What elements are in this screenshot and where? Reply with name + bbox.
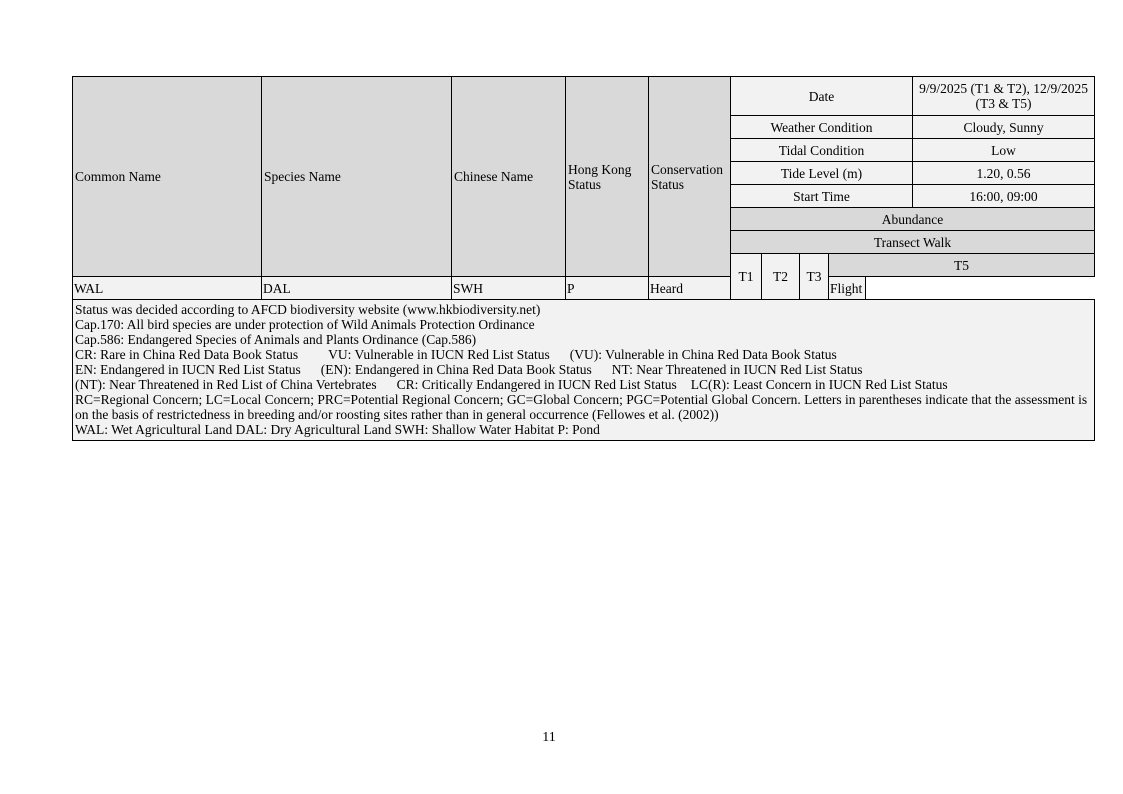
note-line [75,377,1092,392]
date-value: 9/9/2025 (T1 & T2), 12/9/2025 (T3 & T5) [913,77,1095,116]
transect-walk-header: Transect Walk [731,231,1095,254]
note-item: CR: Rare in China Red Data Book Status [75,347,299,362]
note-item: LC(R): Least Concern in IUCN Red List Status [690,377,948,392]
note-item: CR: Critically Endangered in IUCN Red List Status [396,377,677,392]
t5-heard-header: Heard [649,277,731,300]
note-line [75,362,1092,377]
t5-dal-header: DAL [262,277,452,300]
note-item: (VU): Vulnerable in China Red Data Book Status [569,347,837,362]
header-chinese-name: Chinese Name [452,77,566,277]
survey-sheet [72,76,1094,441]
note-line: RC=Regional Concern; LC=Local Concern; PRC=Potential Regional Concern; GC=Global Concern; PGC=Potential Global Concern. Letters in parentheses indicate that the assessment is on the basis of restrictedness in breeding and/or roosting sites rather than in general occurrence (Fellowes et al. (2002)) [75,392,1088,422]
bird-survey-table [72,76,1095,441]
note-item: (NT): Near Threatened in Red List of China Vertebrates [75,377,377,392]
note-item: (EN): Endangered in China Red Data Book Status [320,362,592,377]
abundance-header: Abundance [731,208,1095,231]
header-common-name: Common Name [73,77,262,277]
t5-flight-header: Flight [829,277,866,300]
note-item: VU: Vulnerable in IUCN Red List Status [328,347,550,362]
transect-t3-header: T3 [800,254,829,300]
start-time-value: 16:00, 09:00 [913,185,1095,208]
t5-swh-header: SWH [452,277,566,300]
note-item: EN: Endangered in IUCN Red List Status [75,362,301,377]
weather-value: Cloudy, Sunny [913,116,1095,139]
weather-label: Weather Condition [731,116,913,139]
note-line: WAL: Wet Agricultural Land DAL: Dry Agricultural Land SWH: Shallow Water Habitat P: Pond [75,422,600,437]
tidal-label: Tidal Condition [731,139,913,162]
tide-level-label: Tide Level (m) [731,162,913,185]
note-line: Cap.586: Endangered Species of Animals and Plants Ordinance (Cap.586) [75,332,477,347]
transect-t1-header: T1 [731,254,762,300]
page-number: 11 [542,730,556,745]
note-item: NT: Near Threatened in IUCN Red List Status [611,362,863,377]
notes-cell [73,300,1095,441]
header-conservation-status: Conservation Status [649,77,731,277]
transect-t2-header: T2 [762,254,800,300]
tide-level-value: 1.20, 0.56 [913,162,1095,185]
date-label: Date [731,77,913,116]
header-hong-kong-status: Hong Kong Status [566,77,649,277]
t5-wal-header: WAL [73,277,262,300]
note-line: Status was decided according to AFCD biodiversity website (www.hkbiodiversity.net) [75,302,541,317]
note-line: Cap.170: All bird species are under protection of Wild Animals Protection Ordinance [75,317,535,332]
tidal-value: Low [913,139,1095,162]
t5-pond-header: P [566,277,649,300]
note-line [75,347,1092,362]
transect-t5-header: T5 [829,254,1095,277]
header-species-name: Species Name [262,77,452,277]
start-time-label: Start Time [731,185,913,208]
